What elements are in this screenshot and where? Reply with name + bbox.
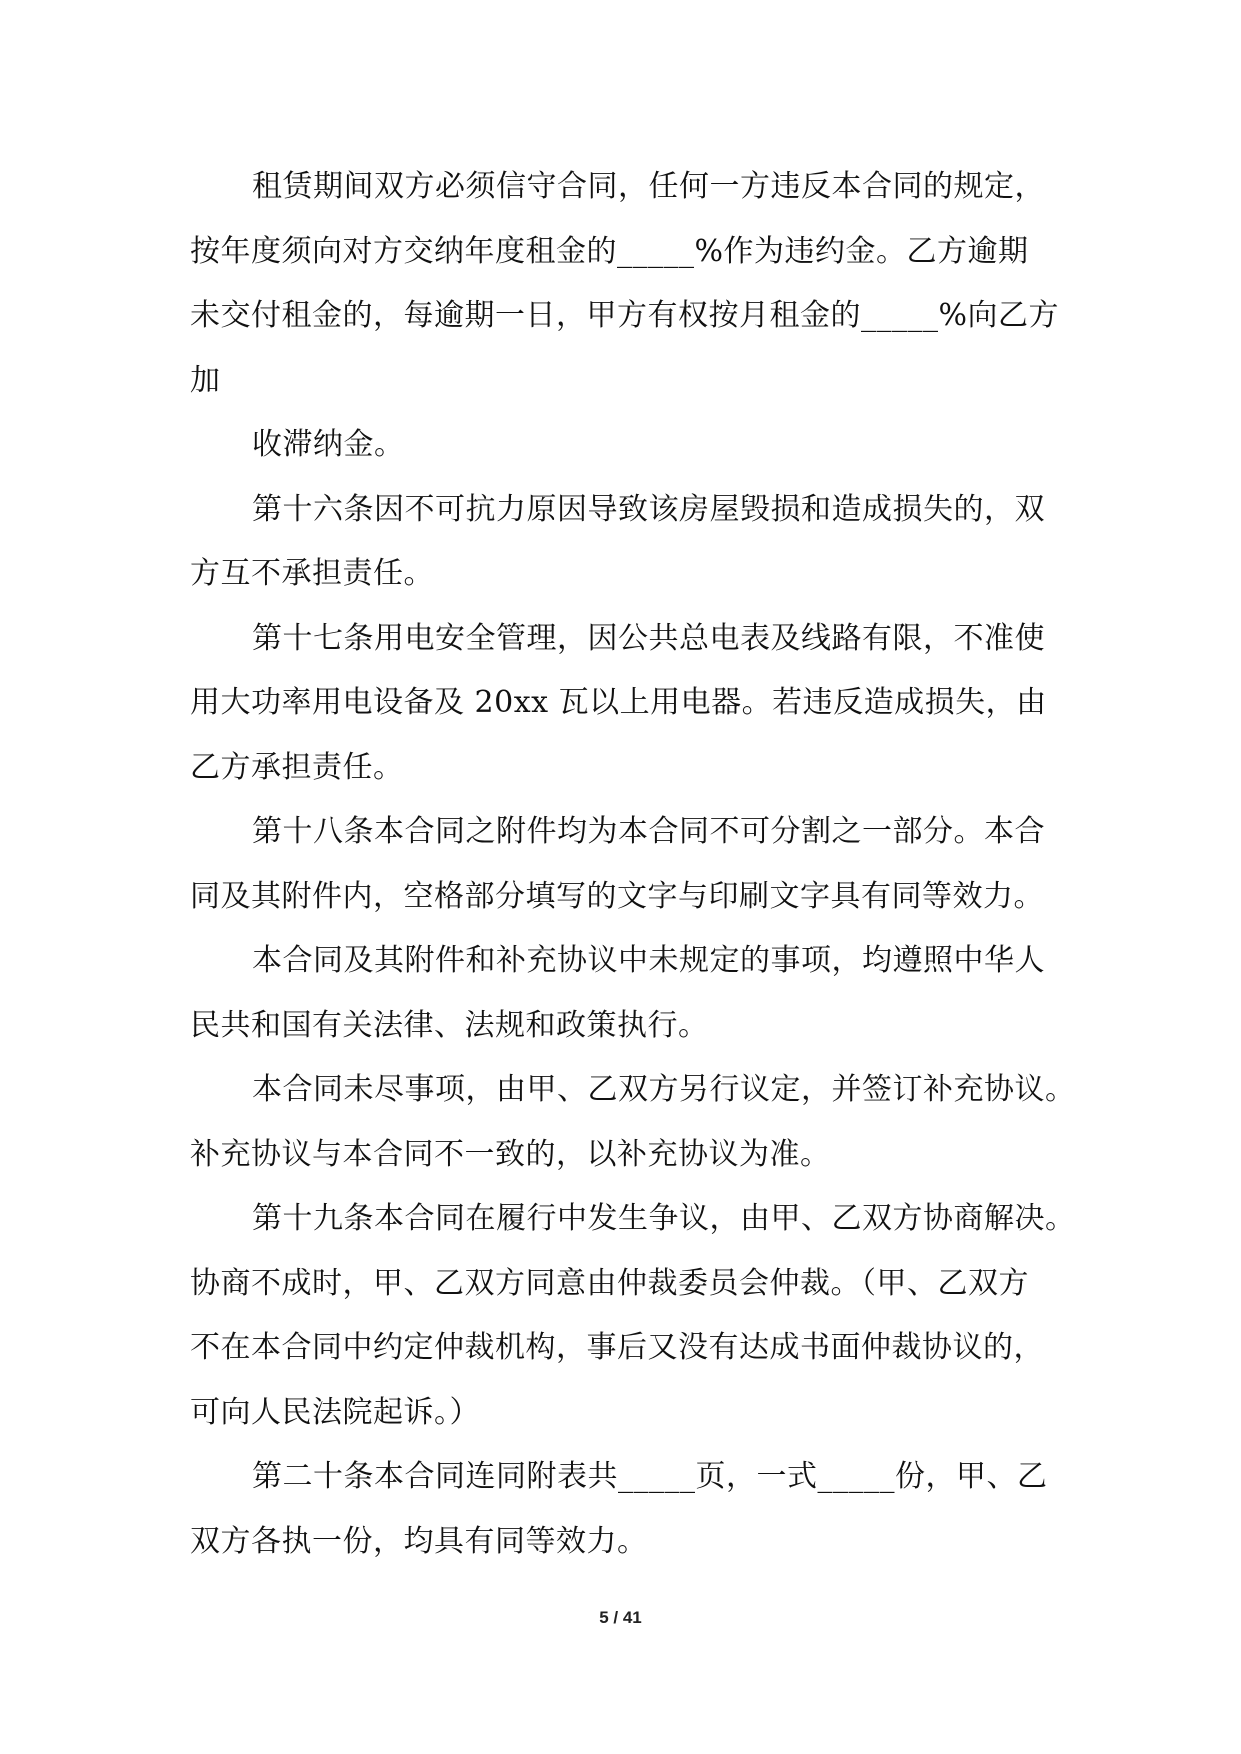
text-line: 乙方承担责任。 [190,749,404,785]
text-line: 协商不成时，甲、乙双方同意由仲裁委员会仲裁。（甲、乙双方 [190,1265,1029,1301]
text-line: 第十八条本合同之附件均为本合同不可分割之一部分。本合 [252,814,1045,849]
text-line: 第十九条本合同在履行中发生争议，由甲、乙双方协商解决。 [252,1201,1076,1236]
text-line: 收滞纳金。 [252,427,405,462]
text-line: 未交付租金的，每逾期一日，甲方有权按月租金的_____%向乙方 [190,298,1060,333]
text-line: 民共和国有关法律、法规和政策执行。 [190,1007,709,1043]
text-line: 第十六条因不可抗力原因导致该房屋毁损和造成损失的，双 [252,491,1045,527]
text-line: 用大功率用电设备及 20xx 瓦以上用电器。若违反造成损失，由 [190,685,1047,720]
text-line: 本合同未尽事项，由甲、乙双方另行议定，并签订补充协议。 [252,1072,1076,1107]
text-line: 本合同及其附件和补充协议中未规定的事项，均遵照中华人 [252,943,1045,978]
text-line: 补充协议与本合同不一致的，以补充协议为准。 [190,1136,831,1172]
document-body [190,155,1076,1574]
text-line: 按年度须向对方交纳年度租金的_____%作为违约金。乙方逾期 [190,233,1029,269]
page-number: 5 / 41 [599,1608,642,1627]
text-line: 第十七条用电安全管理，因公共总电表及线路有限，不准使 [252,620,1045,656]
text-line: 同及其附件内，空格部分填写的文字与印刷文字具有同等效力。 [190,878,1044,914]
text-line: 可向人民法院起诉。） [190,1394,480,1430]
text-line: 不在本合同中约定仲裁机构，事后又没有达成书面仲裁协议的， [190,1330,1044,1365]
text-line: 第二十条本合同连同附表共_____页，一式_____份，甲、乙 [252,1459,1048,1494]
text-line: 租赁期间双方必须信守合同，任何一方违反本合同的规定， [252,169,1045,204]
text-line: 方互不承担责任。 [190,556,434,591]
text-line: 双方各执一份，均具有同等效力。 [190,1523,648,1559]
text-line: 加 [190,362,221,398]
